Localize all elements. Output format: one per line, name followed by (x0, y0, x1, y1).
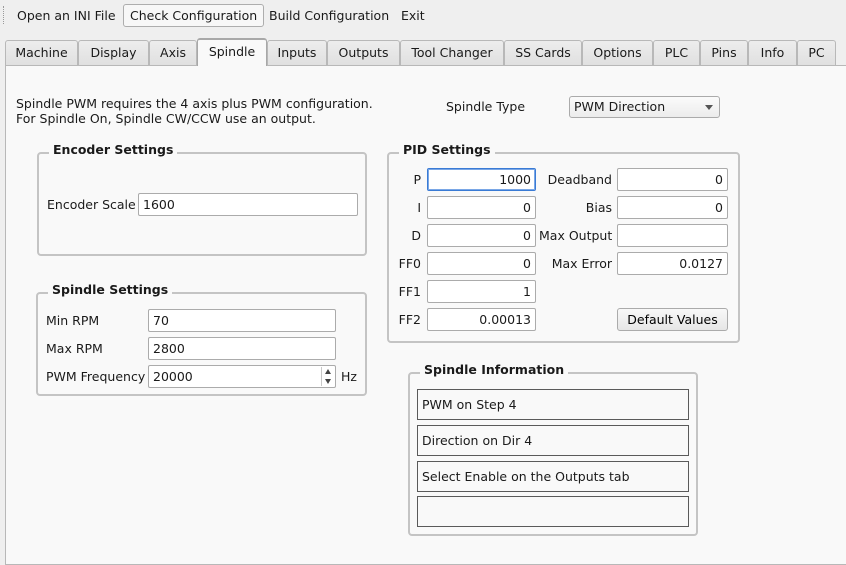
max-rpm-label: Max RPM (46, 341, 103, 356)
tab-ss-cards[interactable]: SS Cards (504, 40, 582, 65)
pid-max-output-label: Max Output (539, 228, 613, 243)
encoder-scale-label: Encoder Scale (47, 197, 136, 212)
toolbar-grip (3, 6, 5, 24)
spindle-info-line: Direction on Dir 4 (417, 425, 689, 456)
pwm-notice-line1: Spindle PWM requires the 4 axis plus PWM configuration. (16, 96, 373, 111)
check-configuration-button[interactable]: Check Configuration (123, 4, 264, 27)
pid-d-input[interactable] (427, 224, 536, 247)
build-configuration-button[interactable]: Build Configuration (269, 8, 390, 23)
tab-pc[interactable]: PC (797, 40, 836, 65)
tab-bar (0, 38, 846, 66)
tab-spindle[interactable]: Spindle (197, 38, 267, 66)
spindle-info-line: PWM on Step 4 (417, 389, 689, 420)
pid-d-label: D (411, 228, 421, 243)
pwm-frequency-unit: Hz (341, 369, 357, 384)
pid-bias-input[interactable] (617, 196, 728, 219)
open-ini-button[interactable]: Open an INI File (17, 8, 116, 23)
pid-settings-group (387, 142, 740, 343)
pid-ff2-input[interactable] (427, 308, 536, 331)
pid-bias-label: Bias (585, 200, 612, 215)
spindle-info-line: Select Enable on the Outputs tab (417, 461, 689, 492)
pid-settings-title: PID Settings (399, 142, 495, 158)
chevron-down-icon (705, 105, 713, 110)
pid-ff0-input[interactable] (427, 252, 536, 275)
pid-ff1-label: FF1 (398, 284, 421, 299)
pid-p-label: P (413, 172, 421, 187)
pid-ff0-label: FF0 (398, 256, 421, 271)
encoder-settings-title: Encoder Settings (49, 142, 177, 158)
spindle-type-select[interactable] (569, 96, 720, 118)
pwm-frequency-spinbox[interactable] (148, 365, 336, 388)
chevron-down-icon[interactable] (325, 379, 331, 384)
min-rpm-label: Min RPM (46, 313, 100, 328)
encoder-settings-group (37, 142, 367, 256)
spindle-tab-panel (5, 65, 846, 565)
pid-deadband-label: Deadband (547, 172, 612, 187)
chevron-up-icon[interactable] (325, 369, 331, 374)
max-rpm-input[interactable] (148, 337, 336, 360)
spindle-information-title: Spindle Information (420, 362, 568, 378)
tab-machine[interactable]: Machine (5, 40, 78, 65)
tab-tool-changer[interactable]: Tool Changer (400, 40, 504, 65)
pid-i-label: I (417, 200, 421, 215)
tab-display[interactable]: Display (78, 40, 149, 65)
pid-p-input[interactable] (427, 168, 536, 191)
min-rpm-input[interactable] (148, 309, 336, 332)
exit-button[interactable]: Exit (401, 8, 425, 23)
pid-deadband-input[interactable] (617, 168, 728, 191)
spindle-type-label: Spindle Type (446, 99, 526, 114)
default-values-button[interactable]: Default Values (617, 308, 728, 331)
tab-axis[interactable]: Axis (149, 40, 197, 65)
pwm-frequency-value: 20000 (153, 369, 193, 384)
tab-outputs[interactable]: Outputs (327, 40, 400, 65)
pid-max-output-input[interactable] (617, 224, 728, 247)
spindle-info-line (417, 496, 689, 527)
pwm-notice-line2: For Spindle On, Spindle CW/CCW use an output. (16, 111, 316, 126)
pid-ff1-input[interactable] (427, 280, 536, 303)
pid-i-input[interactable] (427, 196, 536, 219)
tab-plc[interactable]: PLC (653, 40, 700, 65)
pid-max-error-input[interactable] (617, 252, 728, 275)
spindle-information-group (408, 362, 698, 536)
pid-max-error-label: Max Error (551, 256, 612, 271)
pwm-frequency-label: PWM Frequency (46, 369, 146, 384)
tab-info[interactable]: Info (748, 40, 797, 65)
spin-arrows[interactable] (321, 367, 334, 386)
tab-pins[interactable]: Pins (700, 40, 748, 65)
spindle-type-value: PWM Direction (574, 99, 666, 114)
tab-inputs[interactable]: Inputs (267, 40, 327, 65)
tab-options[interactable]: Options (582, 40, 653, 65)
encoder-scale-input[interactable] (138, 193, 358, 216)
pid-ff2-label: FF2 (398, 312, 421, 327)
menu-bar (0, 0, 846, 30)
spindle-settings-group (36, 282, 367, 396)
spindle-settings-title: Spindle Settings (48, 282, 172, 298)
